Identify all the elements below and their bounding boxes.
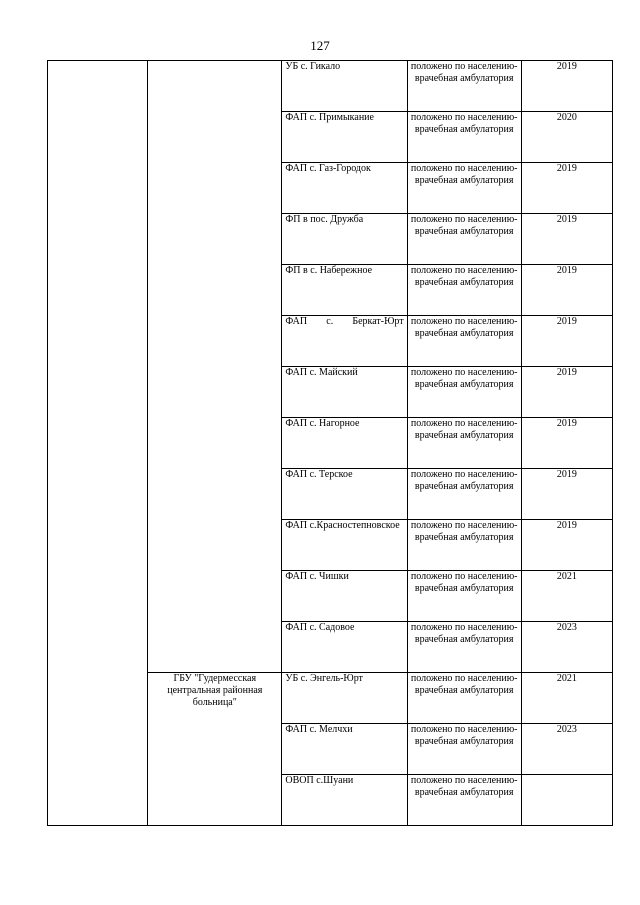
facility-cell: ФП в с. Набережное — [282, 265, 407, 316]
placement-cell: положено по населению-врачебная амбулатория — [407, 571, 521, 622]
placement-cell: положено по населению-врачебная амбулатория — [407, 724, 521, 775]
facility-cell: ФАП с. Газ-Городок — [282, 163, 407, 214]
page-number: 127 — [310, 38, 330, 53]
facility-cell: ФАП с. Примыкание — [282, 112, 407, 163]
placement-cell: положено по населению-врачебная амбулатория — [407, 316, 521, 367]
year-cell: 2023 — [521, 622, 612, 673]
district-cell — [48, 61, 148, 826]
placement-cell: положено по населению-врачебная амбулатория — [407, 214, 521, 265]
facility-cell: ОВОП с.Шуани — [282, 775, 407, 826]
facility-cell: ФАП с. Терское — [282, 469, 407, 520]
year-cell: 2020 — [521, 112, 612, 163]
placement-cell: положено по населению-врачебная амбулатория — [407, 163, 521, 214]
year-cell: 2023 — [521, 724, 612, 775]
facility-cell: ФАП с. Мелчхи — [282, 724, 407, 775]
year-cell: 2019 — [521, 469, 612, 520]
year-cell: 2021 — [521, 571, 612, 622]
facility-cell: ФАП с. Беркат-Юрт — [282, 316, 407, 367]
facility-cell: ФАП с.Красностепновское — [282, 520, 407, 571]
placement-cell: положено по населению-врачебная амбулатория — [407, 265, 521, 316]
year-cell: 2019 — [521, 214, 612, 265]
facility-cell: ФАП с. Садовое — [282, 622, 407, 673]
year-cell: 2019 — [521, 520, 612, 571]
placement-cell: положено по населению-врачебная амбулатория — [407, 520, 521, 571]
facility-cell: ФАП с. Нагорное — [282, 418, 407, 469]
placement-cell: положено по населению-врачебная амбулатория — [407, 418, 521, 469]
year-cell: 2021 — [521, 673, 612, 724]
year-cell: 2019 — [521, 367, 612, 418]
placement-cell: положено по населению-врачебная амбулатория — [407, 367, 521, 418]
facility-cell: ФАП с. Чишки — [282, 571, 407, 622]
facility-cell: ФАП с. Майский — [282, 367, 407, 418]
facilities-table — [47, 60, 613, 826]
year-cell — [521, 775, 612, 826]
organization-cell-continued — [148, 61, 282, 673]
facility-cell: ФП в пос. Дружба — [282, 214, 407, 265]
year-cell: 2019 — [521, 265, 612, 316]
year-cell: 2019 — [521, 163, 612, 214]
facility-cell: УБ с. Гикало — [282, 61, 407, 112]
year-cell: 2019 — [521, 418, 612, 469]
year-cell: 2019 — [521, 61, 612, 112]
organization-cell: ГБУ "Гудермесская центральная районная больница" — [148, 673, 282, 826]
placement-cell: положено по населению-врачебная амбулатория — [407, 673, 521, 724]
placement-cell: положено по населению-врачебная амбулатория — [407, 112, 521, 163]
facility-cell: УБ с. Энгель-Юрт — [282, 673, 407, 724]
placement-cell: положено по населению-врачебная амбулатория — [407, 775, 521, 826]
placement-cell: положено по населению-врачебная амбулатория — [407, 469, 521, 520]
year-cell: 2019 — [521, 316, 612, 367]
placement-cell: положено по населению-врачебная амбулатория — [407, 622, 521, 673]
placement-cell: положено по населению-врачебная амбулатория — [407, 61, 521, 112]
table-row — [48, 61, 613, 112]
